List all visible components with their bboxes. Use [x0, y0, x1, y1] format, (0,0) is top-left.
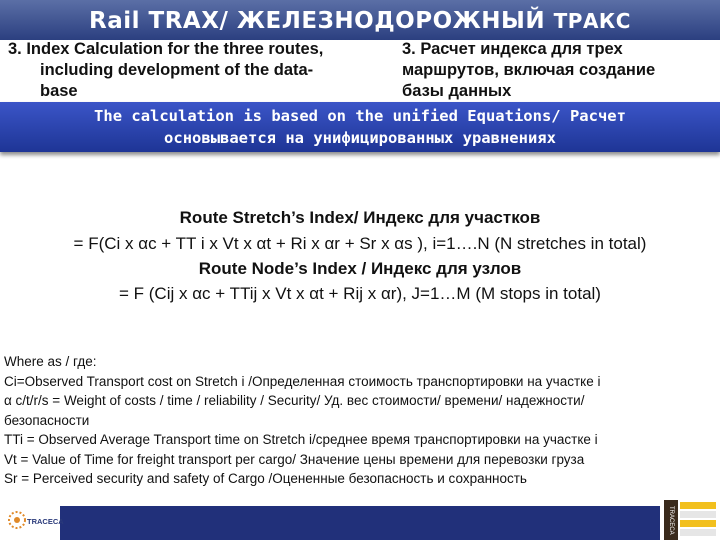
notes-line: Sr = Perceived security and safety of Cargo /Оцененные безопасность и сохранность — [4, 471, 527, 486]
right-logo-text: TRACECA — [664, 500, 678, 540]
page-title: Rail TRAX/ ЖЕЛЕЗНОДОРОЖНЫЙ — [89, 8, 554, 34]
left-heading-line-2: including development of the data- — [40, 61, 314, 79]
node-index-formula: = F (Cij x αc + TTij x Vt x αt + Rij x αr), J=1…M (M stops in total) — [119, 284, 601, 303]
notes-line: α c/t/r/s = Weight of costs / time / reliability / Security/ Уд. вес стоимости/ времени/ надежности/ — [4, 393, 585, 408]
left-column-heading — [8, 39, 368, 102]
node-index-title: Route Node’s Index / Индекс для узлов — [198, 259, 522, 278]
right-heading-line-1: 3. Расчет индекса для трех — [402, 40, 623, 58]
notes-line: Where as / где: — [4, 354, 97, 369]
notes-line: безопасности — [4, 412, 90, 428]
left-heading-line-1: 3. Index Calculation for the three routes, — [8, 40, 324, 58]
notes-line: Ci=Observed Transport cost on Stretch i /Определенная стоимость транспортировки на участке i — [4, 373, 601, 389]
left-heading-line-3: base — [40, 82, 78, 100]
title-bar — [0, 0, 720, 40]
right-heading-line-2: маршрутов, включая создание — [402, 61, 656, 79]
right-column-heading — [402, 39, 702, 102]
stretch-index-formula: = F(Ci x αc + TT i x Vt x αt + Ri x αr + Sr x αs ), i=1….N (N stretches in total) — [73, 234, 647, 253]
notes-line: Vt = Value of Time for freight transport per cargo/ Значение цены времени для перевозки груза — [4, 451, 585, 467]
page-title-end: ТРАКС — [553, 9, 631, 33]
right-heading-line-3: базы данных — [402, 82, 512, 100]
traceca-logo-right — [664, 500, 716, 540]
traceca-logo-left — [8, 508, 64, 538]
summary-banner — [0, 102, 720, 152]
stretch-index-title: Route Stretch’s Index/ Индекс для участков — [179, 208, 541, 227]
banner-line-1: The calculation is based on the unified Equations/ Расчет — [94, 107, 626, 125]
banner-line-2: основывается на унифицированных уравнениях — [164, 129, 556, 147]
notes-line: TTi = Observed Average Transport time on Stretch i/среднее время транспортировки на участке i — [4, 432, 598, 447]
notes-block — [4, 352, 716, 489]
left-logo-text: TRACECA — [27, 517, 64, 526]
footer-bar — [60, 506, 660, 540]
